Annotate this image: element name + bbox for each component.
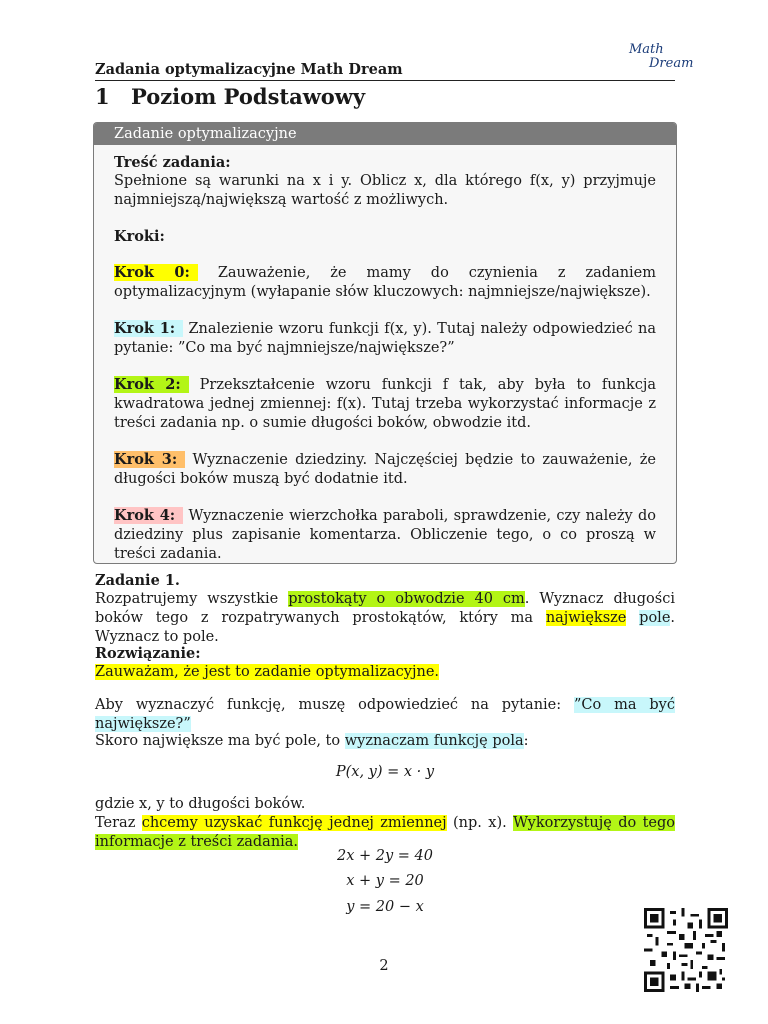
- logo-line1: Math: [629, 42, 664, 57]
- solution-text-part: (np. x).: [446, 815, 514, 831]
- equation-perimeter: 2x + 2y = 40: [336, 848, 433, 864]
- step-0: [114, 263, 656, 302]
- solution-text-part: Aby wyznaczyć funkcję, muszę odpowiedzieć na pytanie:: [95, 697, 575, 713]
- step-3-text: Wyznaczenie dziedziny. Najczęściej będzie to zauważenie, że długości boków muszą być dodatnie itd.: [114, 452, 656, 487]
- task-text-part: . Wyznacz długości boków tego z rozpatrywanych prostokątów, który ma: [95, 591, 675, 626]
- task-highlight-largest: największe: [545, 610, 627, 626]
- task-text: [95, 590, 675, 647]
- step-3: [114, 450, 656, 489]
- solution-line1: [95, 663, 675, 682]
- content-text: Spełnione są warunki na x i y. Oblicz x, dla którego f(x, y) przyjmuje najmniejszą/największą wartość z możliwych.: [114, 173, 656, 208]
- step-1: [114, 319, 656, 358]
- task-block: [95, 571, 675, 647]
- solution-text-part: Teraz: [95, 815, 142, 831]
- optimization-box: [93, 122, 677, 564]
- steps-heading: Kroki:: [114, 228, 165, 245]
- step-2-label: Krok 2:: [114, 376, 189, 393]
- task-text-part: Rozpatrujemy wszystkie: [95, 591, 289, 607]
- step-1-text: Znalezienie wzoru funkcji f(x, y). Tutaj należy odpowiedzieć na pytanie: ”Co ma być najmniejsze/największe?”: [114, 321, 656, 356]
- step-0-text: Zauważenie, że mamy do czynienia z zadaniem optymalizacyjnym (wyłapanie słów kluczowych: najmniejsze/największe).: [114, 265, 657, 300]
- solution-line4: gdzie x, y to długości boków.: [95, 796, 306, 812]
- running-header: [95, 60, 675, 81]
- step-0-label: Krok 0:: [114, 264, 198, 281]
- section-number: 1: [95, 84, 110, 109]
- page-number: 2: [379, 958, 389, 974]
- solution-text-part: Skoro największe ma być pole, to: [95, 733, 345, 749]
- task-highlight-perimeter: prostokąty o obwodzie 40 cm: [288, 591, 525, 607]
- step-3-label: Krok 3:: [114, 451, 185, 468]
- content-heading: Treść zadania:: [114, 154, 231, 171]
- task-heading: Zadanie 1.: [95, 572, 180, 589]
- section-title: Poziom Podstawowy: [131, 84, 366, 109]
- equation-sum: x + y = 20: [346, 873, 424, 889]
- step-2-text: Przekształcenie wzoru funkcji f tak, aby była to funkcja kwadratowa jednej zmiennej: f(x). Tutaj trzeba wykorzystać informacje z treści zadania np. o sumie długości boków, obwodzie itd.: [114, 377, 657, 431]
- equation-y: y = 20 − x: [346, 899, 424, 915]
- step-1-label: Krok 1:: [114, 320, 183, 337]
- step-4-text: Wyznaczenie wierzchołka paraboli, sprawdzenie, czy należy do dziedziny plus zapisanie komentarza. Obliczenie tego, o co proszą w treści zadania.: [114, 508, 657, 562]
- solution-highlight-use-info: Wykorzystuję do tego informacje z treści zadania.: [95, 815, 676, 850]
- section-heading: [95, 84, 365, 109]
- step-4-label: Krok 4:: [114, 507, 183, 524]
- solution-line3: [95, 732, 675, 751]
- solution-line5: [95, 814, 675, 852]
- solution-text-part: :: [523, 733, 529, 749]
- logo-line2: Dream: [649, 56, 694, 71]
- task-highlight-area: pole: [639, 610, 671, 626]
- box-body: [114, 153, 656, 564]
- qr-code-icon: [644, 908, 728, 992]
- equation-area: P(x, y) = x · y: [335, 764, 435, 780]
- solution-highlight-question: ”Co ma być największe?”: [95, 697, 675, 732]
- solution-highlight-recognize: Zauważam, że jest to zadanie optymalizacyjne.: [95, 664, 440, 680]
- solution-line2: [95, 696, 675, 734]
- step-4: [114, 506, 656, 564]
- solution-line4-5: [95, 795, 675, 852]
- math-dream-logo: [625, 42, 695, 76]
- step-2: [114, 375, 656, 433]
- solution-heading: Rozwiązanie:: [95, 645, 201, 662]
- solution-highlight-area-function: wyznaczam funkcję pola: [344, 733, 524, 749]
- solution-highlight-one-variable: chcemy uzyskać funkcję jednej zmiennej: [141, 815, 447, 831]
- box-title: Zadanie optymalizacyjne: [94, 123, 676, 145]
- task-text-part: [626, 610, 639, 626]
- header-title: Zadania optymalizacyjne Math Dream: [95, 61, 403, 78]
- task-text-part: . Wyznacz to pole.: [95, 610, 676, 645]
- solution-block: [95, 644, 675, 682]
